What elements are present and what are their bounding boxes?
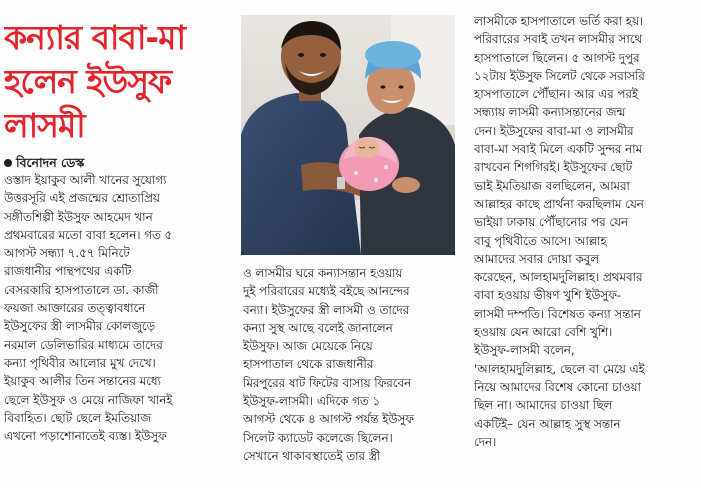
article-body-right: লাসমীকে হাসপাতালে ভর্তি করা হয়। পরিবারের সবাই তখন লাসমীর সাথে হাসপাতালে ছিলেন। ৫ আগস্ট দুপুর ১২টায় ইউসুফ সিলেট থেকে সরাসরি হাসপাতালে পৌঁছান। আর এর পরই সন্ধ্যায় লাসমী কন্যাসন্তানের জন্ম দেন। ইউসুফের বাবা-মা ও লাসমীর বাবা-মা সবাই মিলে একটি সুন্দর নাম রাখবেন শিগগিরই। ইউসুফের ছোট ভাই ইমতিয়াজ বলছিলেন, আমরা আল্লাহর কাছে প্রার্থনা করছিলাম যেন ভাইয়া ঢাকায় পৌঁছানোর পর যেন বাবু পৃথিবীতে আসে। আল্লাহ আমাদের সবার দোয়া কবুল করেছেন, আলহামদুলিল্লাহ। প্রথমবার বাবা হওয়ায় ভীষণ খুশি ইউসুফ- লাসমী দম্পতি। বিশেষত কন্যা সন্তান হওয়ায় যেন আরো বেশি খুশি। ইউসুফ-লাসমী বলেন, 'আলহামদুলিল্লাহ, ছেলে বা মেয়ে এই নিয়ে আমাদের বিশেষ কোনো চাওয়া ছিল না। আমাদের চাওয়া ছিল একটিই– যেন আল্লাহ সুস্থ সন্তান দেন। [474, 14, 645, 449]
byline-text: বিনোদন ডেস্ক [16, 155, 85, 170]
byline [4, 154, 230, 171]
left-column [4, 16, 230, 484]
headline: কন্যার বাবা-মা হলেন ইউসুফ লাসমী [4, 18, 186, 145]
couple-with-baby-photo [241, 15, 455, 255]
article-body-left: ওস্তাদ ইয়াকুব আলী খানের সুযোগ্য উত্তরসূরি এই প্রজন্মের শ্রোতাপ্রিয় সঙ্গীতশিল্পী ইউসুফ আহমেদ খান প্রথমবারের মতো বাবা হলেন। গত ৫ আগস্ট সন্ধ্যা ৭.৫৭ মিনিটে রাজধানীর পান্থপথের একটি বেসরকারি হাসপাতালে ডা. কাজী ফয়জা আক্তারের তত্ত্বাবধানে ইউসুফের স্ত্রী লাসমীর কোলজুড়ে নরমাল ডেলিভারির মাধ্যমে তাদের কন্যা পৃথিবীর আলোর মুখ দেখে। ইয়াকুব আলীর তিন সন্তানের মধ্যে ছেলে ইউসুফ ও মেয়ে নাজিফা খানই বিবাহিত। ছোট ছেলে ইমতিয়াজ এখনো পড়াশোনাতেই ব্যস্ত। ইউসুফ [4, 173, 173, 444]
family-photo-icon [241, 15, 455, 255]
bullet-icon [4, 159, 12, 167]
right-column [474, 12, 698, 486]
middle-column [243, 264, 457, 486]
article-body-middle: ও লাসমীর ঘরে কন্যাসন্তান হওয়ায় দুই পরিবারের মধ্যেই বইছে আনন্দের বন্যা। ইউসুফের স্ত্রী লাসমী ও তাদের কন্যা সুস্থ আছে বলেই জানালেন ইউসুফ। আজ মেয়েকে নিয়ে হাসপাতাল থেকে রাজধানীর মিরপুরের ষাট ফিটের বাসায় ফিরবেন ইউসুফ-লাসমী। এদিকে গত ১ আগস্ট থেকে ৪ আগস্ট পর্যন্ত ইউসুফ সিলেট ক্যাডেট কলেজে ছিলেন। সেখানে থাকাবস্থাতেই তার স্ত্রী [243, 266, 414, 463]
